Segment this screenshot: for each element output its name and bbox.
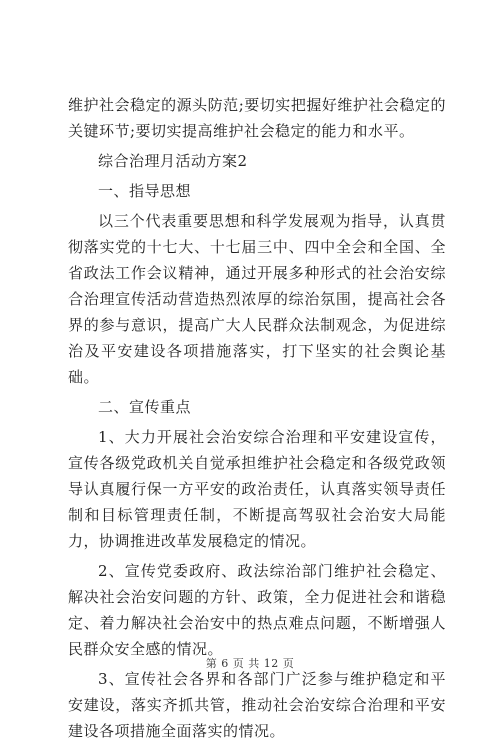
publicity-point-1: 1、大力开展社会治安综合治理和平安建设宣传，宣传各级党政机关自觉承担维护社会稳定和各级党政领导认真履行保一方平安的政治责任，认真落实领导责任制和目标管理责任制，不断提高驾驭社会治安大局能力，协调推进改革发展稳定的情况。 bbox=[68, 428, 446, 550]
section-heading-publicity-focus: 二、宣传重点 bbox=[98, 398, 192, 416]
publicity-point-2: 2、宣传党委政府、政法综治部门维护社会稳定、解决社会治安问题的方针、政策，全力促进社会和谐稳定、着力解决社会治安中的热点难点问题，不断增强人民群众安全感的情况。 bbox=[68, 562, 446, 658]
guiding-ideology-paragraph: 以三个代表重要思想和科学发展观为指导，认真贯彻落实党的十七大、十七届三中、四中全会和全国、全省政法工作会议精神，通过开展多种形式的社会治安综合治理宣传活动营造热烈浓厚的综治氛围，提高社会各界的参与意识，提高广大人民群众法制观念，为促进综治及平安建设各项措施落实，打下坚实的社会舆论基础。 bbox=[68, 212, 446, 386]
document-body bbox=[68, 92, 446, 744]
document-title: 综合治理月活动方案2 bbox=[98, 152, 248, 170]
section-heading-guiding-ideology: 一、指导思想 bbox=[98, 182, 192, 200]
page-number-footer: 第 6 页 共 12 页 bbox=[205, 657, 295, 670]
publicity-point-3: 3、宣传社会各界和各部门广泛参与维护稳定和平安建设，落实齐抓共管，推动社会治安综合治理和平安建设各项措施全面落实的情况。 bbox=[68, 670, 446, 740]
intro-paragraph: 维护社会稳定的源头防范;要切实把握好维护社会稳定的关键环节;要切实提高维护社会稳定的能力和水平。 bbox=[68, 96, 446, 140]
